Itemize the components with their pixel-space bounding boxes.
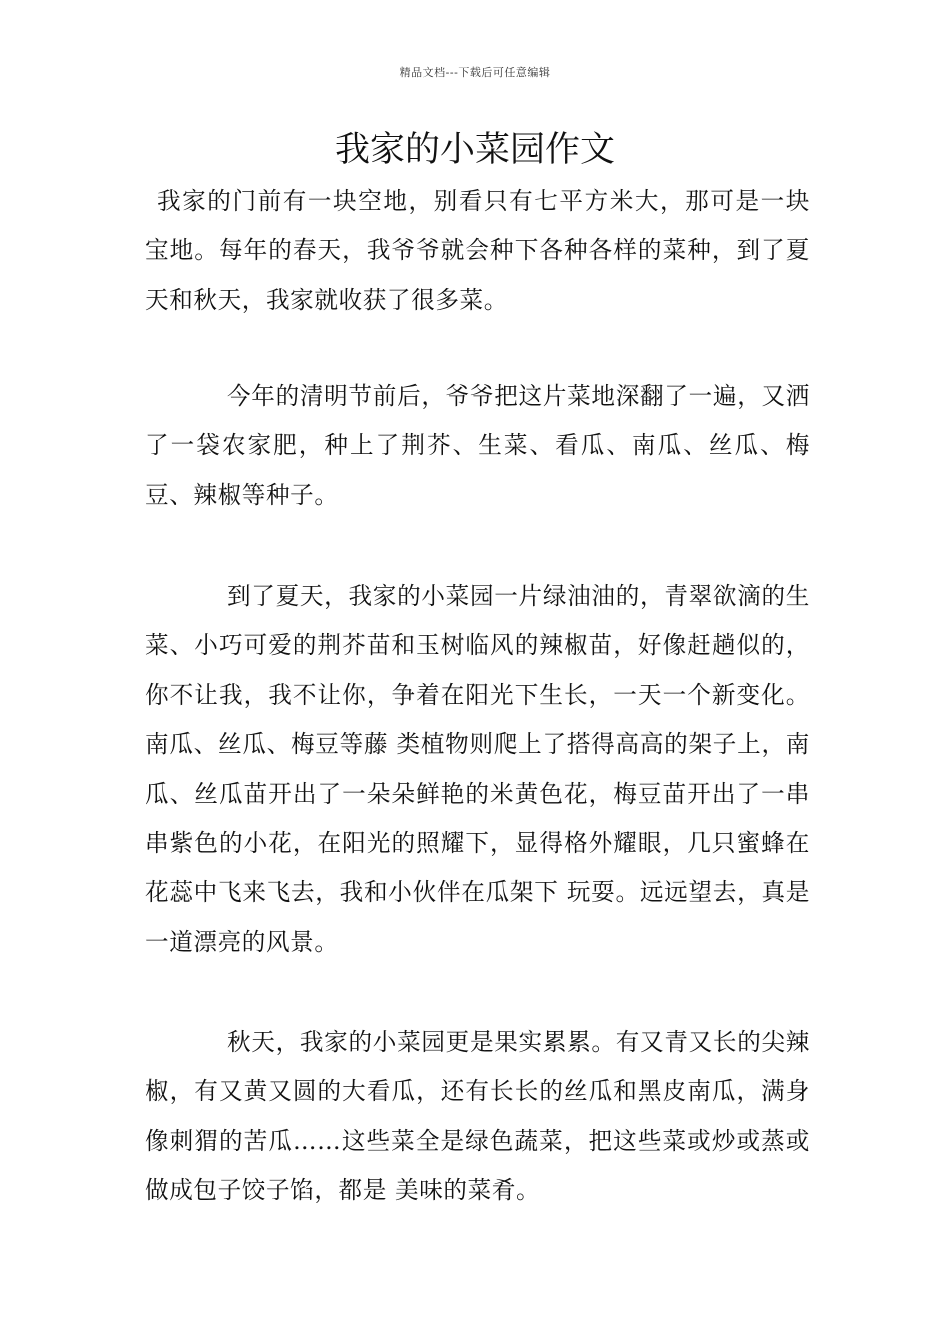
paragraph-summer: 到了夏天，我家的小菜园一片绿油油的，青翠欲滴的生菜、小巧可爱的荆芥苗和玉树临风的辣椒苗，好像赶趟似的，你不让我，我不让你，争着在阳光下生长，一天一个新变化。南瓜、丝瓜、梅豆等藤 类植物则爬上了搭得高高的架子上，南瓜、丝瓜苗开出了一朵朵鲜艳的米黄色花，梅豆苗开出了一串串紫色的小花，在阳光的照耀下，显得格外耀眼，几只蜜蜂在花蕊中飞来飞去，我和小伙伴在瓜架下 玩耍。远远望去，真是一道漂亮的风景。 (145, 582, 810, 956)
paragraph-spring-planting: 今年的清明节前后，爷爷把这片菜地深翻了一遍，又洒了一袋农家肥，种上了荆芥、生菜、看瓜、南瓜、丝瓜、梅豆、辣椒等种子。 (145, 382, 810, 509)
document-title: 我家的小菜园作文 (334, 130, 615, 170)
page-header: 精品文档---下载后可任意编辑 (399, 66, 551, 79)
paragraph-intro: 我家的门前有一块空地，别看只有七平方米大，那可是一块宝地。每年的春天，我爷爷就会种下各种各样的菜种，到了夏天和秋天，我家就收获了很多菜。 (145, 187, 810, 314)
paragraph-autumn: 秋天，我家的小菜园更是果实累累。有又青又长的尖辣椒，有又黄又圆的大看瓜，还有长长的丝瓜和黑皮南瓜，满身像刺猬的苦瓜……这些菜全是绿色蔬菜，把这些菜或炒或蒸或做成包子饺子馅，都是 美味的菜肴。 (145, 1028, 810, 1205)
